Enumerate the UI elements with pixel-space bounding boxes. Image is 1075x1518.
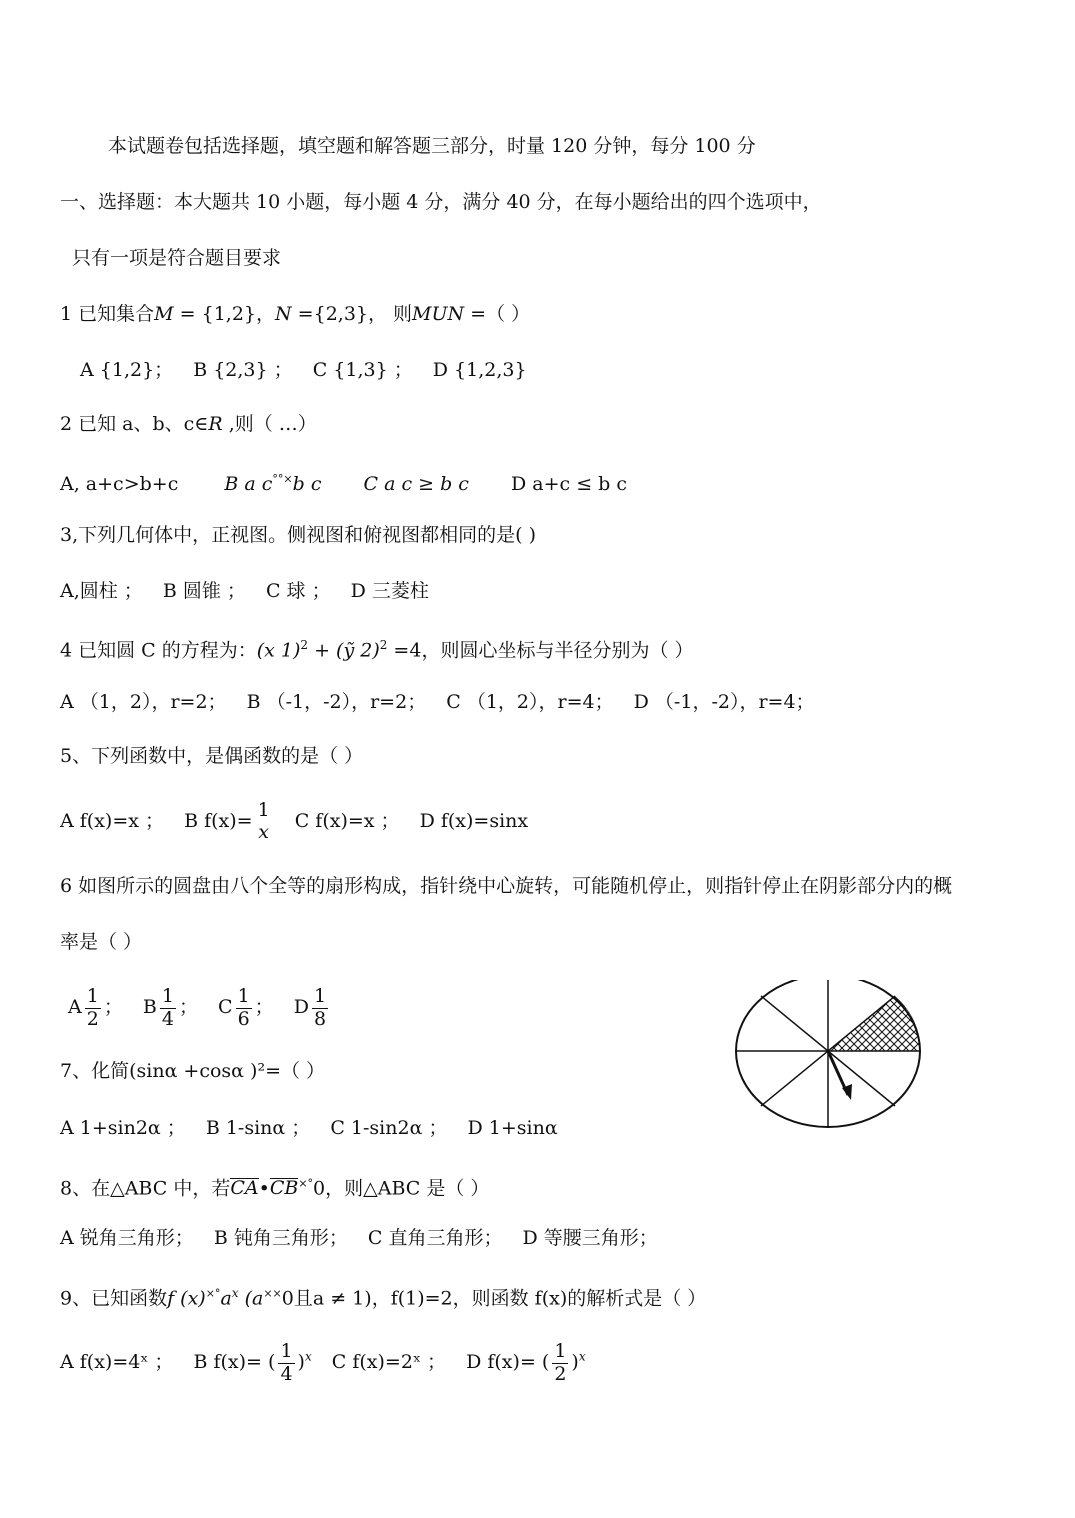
q9-cond: (a xyxy=(238,1287,264,1310)
q5-frac-num: 1 xyxy=(257,799,270,822)
q9-option-b-exp: x xyxy=(304,1350,312,1364)
q5-option-c[interactable]: C f(x)=x ； xyxy=(294,810,400,832)
q6-option-c[interactable] xyxy=(218,984,274,1030)
q6-c-den: 6 xyxy=(237,1007,250,1030)
q9-option-b-fraction xyxy=(278,1341,294,1386)
q4-prefix: 4 已知圆 C 的方程为： xyxy=(60,639,257,662)
q9-b-num: 1 xyxy=(280,1339,293,1362)
q5-option-b-fraction xyxy=(256,800,272,844)
q9-option-d-exp: x xyxy=(578,1350,586,1364)
q8-option-b[interactable]: B 钝角三角形； xyxy=(213,1227,348,1249)
question-6-stem-1: 6 如图所示的圆盘由八个全等的扇形构成，指针绕中心旋转，可能随机停止，则指针停止在阴影部分内的概 xyxy=(60,875,953,897)
question-2-stem xyxy=(60,412,317,436)
q3-option-c[interactable]: C 球 ； xyxy=(265,580,331,602)
q4-exp-2: 2 xyxy=(379,638,388,652)
q2-option-b-mark: °°× xyxy=(272,473,293,486)
q6-option-b-sep: ； xyxy=(178,996,198,1018)
q9-option-d-fraction xyxy=(552,1341,568,1386)
q1-suffix: =（ ） xyxy=(464,303,531,325)
question-9-stem xyxy=(60,1281,706,1310)
question-7-options xyxy=(60,1116,572,1140)
q3-option-d[interactable]: D 三菱柱 xyxy=(350,580,429,602)
q6-option-d-label: D xyxy=(293,996,309,1018)
q6-option-a-label: A xyxy=(68,996,82,1018)
q4-term-y: + (ỹ 2) xyxy=(308,639,380,662)
question-5-options xyxy=(60,796,542,846)
q6-option-c-fraction xyxy=(236,986,252,1031)
q6-d-num: 1 xyxy=(313,984,327,1007)
q1-option-d[interactable]: D {1,2,3} xyxy=(432,359,527,381)
q4-option-b[interactable]: B （-1，-2），r=2； xyxy=(246,691,427,713)
question-6-stem-2: 率是（ ） xyxy=(60,931,143,953)
question-2-options xyxy=(60,468,641,496)
q9-option-d[interactable] xyxy=(466,1339,586,1385)
question-8-stem xyxy=(60,1172,489,1200)
q6-c-num: 1 xyxy=(237,984,250,1007)
section-subtitle: 只有一项是符合题目要求 xyxy=(72,247,282,269)
q1-option-b[interactable]: B {2,3} ； xyxy=(193,359,293,381)
q4-term-x: (x 1) xyxy=(256,639,301,662)
q7-option-b[interactable]: B 1-sinα ； xyxy=(205,1117,311,1139)
q2-option-a[interactable]: A, a+c>b+c xyxy=(60,473,179,496)
q7-option-d[interactable]: D 1+sinα xyxy=(467,1117,558,1139)
q2-option-b-tail: b c xyxy=(292,473,322,496)
spinner-disk-figure xyxy=(734,980,924,1140)
q8-option-d[interactable]: D 等腰三角形； xyxy=(522,1227,658,1249)
q6-option-b-fraction xyxy=(160,986,176,1031)
q1-union: MUN xyxy=(412,303,465,325)
q9-d-den: 2 xyxy=(554,1362,567,1385)
q9-b-den: 4 xyxy=(280,1362,293,1385)
q9-cond-tail: 0且a ≠ 1) xyxy=(281,1287,372,1310)
q9-option-a[interactable]: A f(x)=4ˣ ； xyxy=(60,1351,174,1374)
question-6-options xyxy=(68,982,345,1032)
q6-option-b[interactable] xyxy=(142,984,198,1030)
exam-intro: 本试题卷包括选择题，填空题和解答题三部分，时量 120 分钟，每分 100 分 xyxy=(108,135,756,157)
q5-option-a[interactable]: A f(x)=x ； xyxy=(60,810,165,832)
q6-option-a[interactable] xyxy=(68,984,123,1030)
question-1-options xyxy=(80,358,541,382)
q2-suffix: ,则（ …） xyxy=(222,413,317,435)
q5-option-d[interactable]: D f(x)=sinx xyxy=(419,810,529,832)
question-4-options xyxy=(60,690,829,714)
q2-real-set: R xyxy=(208,413,223,435)
q3-option-b[interactable]: B 圆锥 ； xyxy=(162,580,246,602)
q5-frac-den: x xyxy=(258,821,269,843)
q7-option-c[interactable]: C 1-sin2α ； xyxy=(330,1117,448,1139)
q6-option-a-sep: ； xyxy=(103,996,123,1018)
q6-option-d[interactable] xyxy=(293,984,331,1030)
q8-option-c[interactable]: C 直角三角形； xyxy=(367,1227,503,1249)
question-5-stem: 5、下列函数中，是偶函数的是（ ） xyxy=(60,745,364,767)
q4-exp-1: 2 xyxy=(300,638,309,652)
q9-prefix: 9、已知函数 xyxy=(60,1287,168,1310)
q5-option-b-prefix: B f(x)= xyxy=(184,810,253,832)
q4-option-a[interactable]: A （1，2），r=2； xyxy=(60,691,227,713)
question-3-options xyxy=(60,579,443,603)
q6-b-num: 1 xyxy=(161,984,174,1007)
q9-option-d-close: ) xyxy=(571,1351,579,1374)
q7-option-a[interactable]: A 1+sin2α ； xyxy=(60,1117,186,1139)
q9-d-num: 1 xyxy=(554,1339,567,1362)
q9-option-b[interactable] xyxy=(193,1339,312,1385)
q8-option-a[interactable]: A 锐角三角形； xyxy=(60,1227,194,1249)
q9-option-b-close: ) xyxy=(297,1351,305,1374)
question-9-options xyxy=(60,1332,600,1387)
q1-prefix: 1 已知集合 xyxy=(60,303,155,325)
q9-mark: ×° xyxy=(205,1287,221,1300)
disk-shaded-sector xyxy=(828,996,920,1051)
section-title: 一、选择题：本大题共 10 小题，每小题 4 分，满分 40 分，在每小题给出的四个选项中， xyxy=(60,191,822,213)
q9-cond-mark: ×× xyxy=(263,1287,282,1300)
q1-set-m: M xyxy=(154,303,174,325)
q6-option-c-label: C xyxy=(218,996,233,1018)
q4-option-c[interactable]: C （1，2），r=4； xyxy=(446,691,614,713)
q9-ax-exp: x xyxy=(231,1286,239,1300)
q9-option-b-prefix: B f(x)= ( xyxy=(193,1351,276,1374)
q1-option-c[interactable]: C {1,3} ； xyxy=(312,359,413,381)
q1-eq1: = {1,2}， xyxy=(173,303,276,325)
q1-option-a[interactable]: A {1,2}； xyxy=(80,359,174,381)
question-3-stem: 3,下列几何体中，正视图。侧视图和俯视图都相同的是( ) xyxy=(60,524,536,546)
q6-a-num: 1 xyxy=(86,984,99,1007)
q9-ax: a xyxy=(220,1287,232,1310)
q8-vector-cb: CB xyxy=(269,1177,299,1200)
question-4-stem xyxy=(60,633,693,662)
q8-dot: • xyxy=(258,1177,270,1200)
q9-option-d-prefix: D f(x)= ( xyxy=(466,1351,550,1374)
q2-option-c[interactable]: C a c ≥ b c xyxy=(363,473,469,496)
q8-suffix: 0，则△ABC 是（ ） xyxy=(313,1177,490,1200)
q2-option-b-text: B a c xyxy=(224,473,273,496)
q2-option-d[interactable]: D a+c ≤ b c xyxy=(511,473,628,496)
q6-b-den: 4 xyxy=(161,1007,174,1030)
q8-vector-ca: CA xyxy=(230,1177,259,1200)
q6-a-den: 2 xyxy=(86,1007,99,1030)
q4-suffix: =4，则圆心坐标与半径分别为（ ） xyxy=(387,639,694,662)
q3-option-a[interactable]: A,圆柱 ； xyxy=(60,580,143,602)
q9-suffix: ，f(1)=2，则函数 f(x)的解析式是（ ） xyxy=(371,1287,707,1310)
q6-option-c-sep: ； xyxy=(254,996,274,1018)
q5-option-b[interactable] xyxy=(184,799,275,843)
question-7-stem: 7、化简(sinα +cosα )²=（ ） xyxy=(60,1060,326,1082)
q2-prefix: 2 已知 a、b、c∈ xyxy=(60,413,209,435)
q6-option-d-fraction xyxy=(312,986,328,1031)
q9-fx: f (x) xyxy=(167,1287,206,1310)
question-8-options xyxy=(60,1226,672,1250)
q8-mark: ×° xyxy=(298,1177,314,1190)
question-1-stem xyxy=(60,302,530,326)
q1-set-n: N xyxy=(275,303,292,325)
q2-option-b[interactable] xyxy=(224,473,321,495)
q8-prefix: 8、在△ABC 中，若 xyxy=(60,1177,231,1200)
q6-d-den: 8 xyxy=(313,1007,327,1030)
q1-eq2: ={2,3}， 则 xyxy=(291,303,413,325)
q9-option-c[interactable]: C f(x)=2ˣ ； xyxy=(331,1351,447,1374)
q6-option-b-label: B xyxy=(142,996,157,1018)
q4-option-d[interactable]: D （-1，-2），r=4； xyxy=(633,691,815,713)
q6-option-a-fraction xyxy=(85,986,101,1031)
